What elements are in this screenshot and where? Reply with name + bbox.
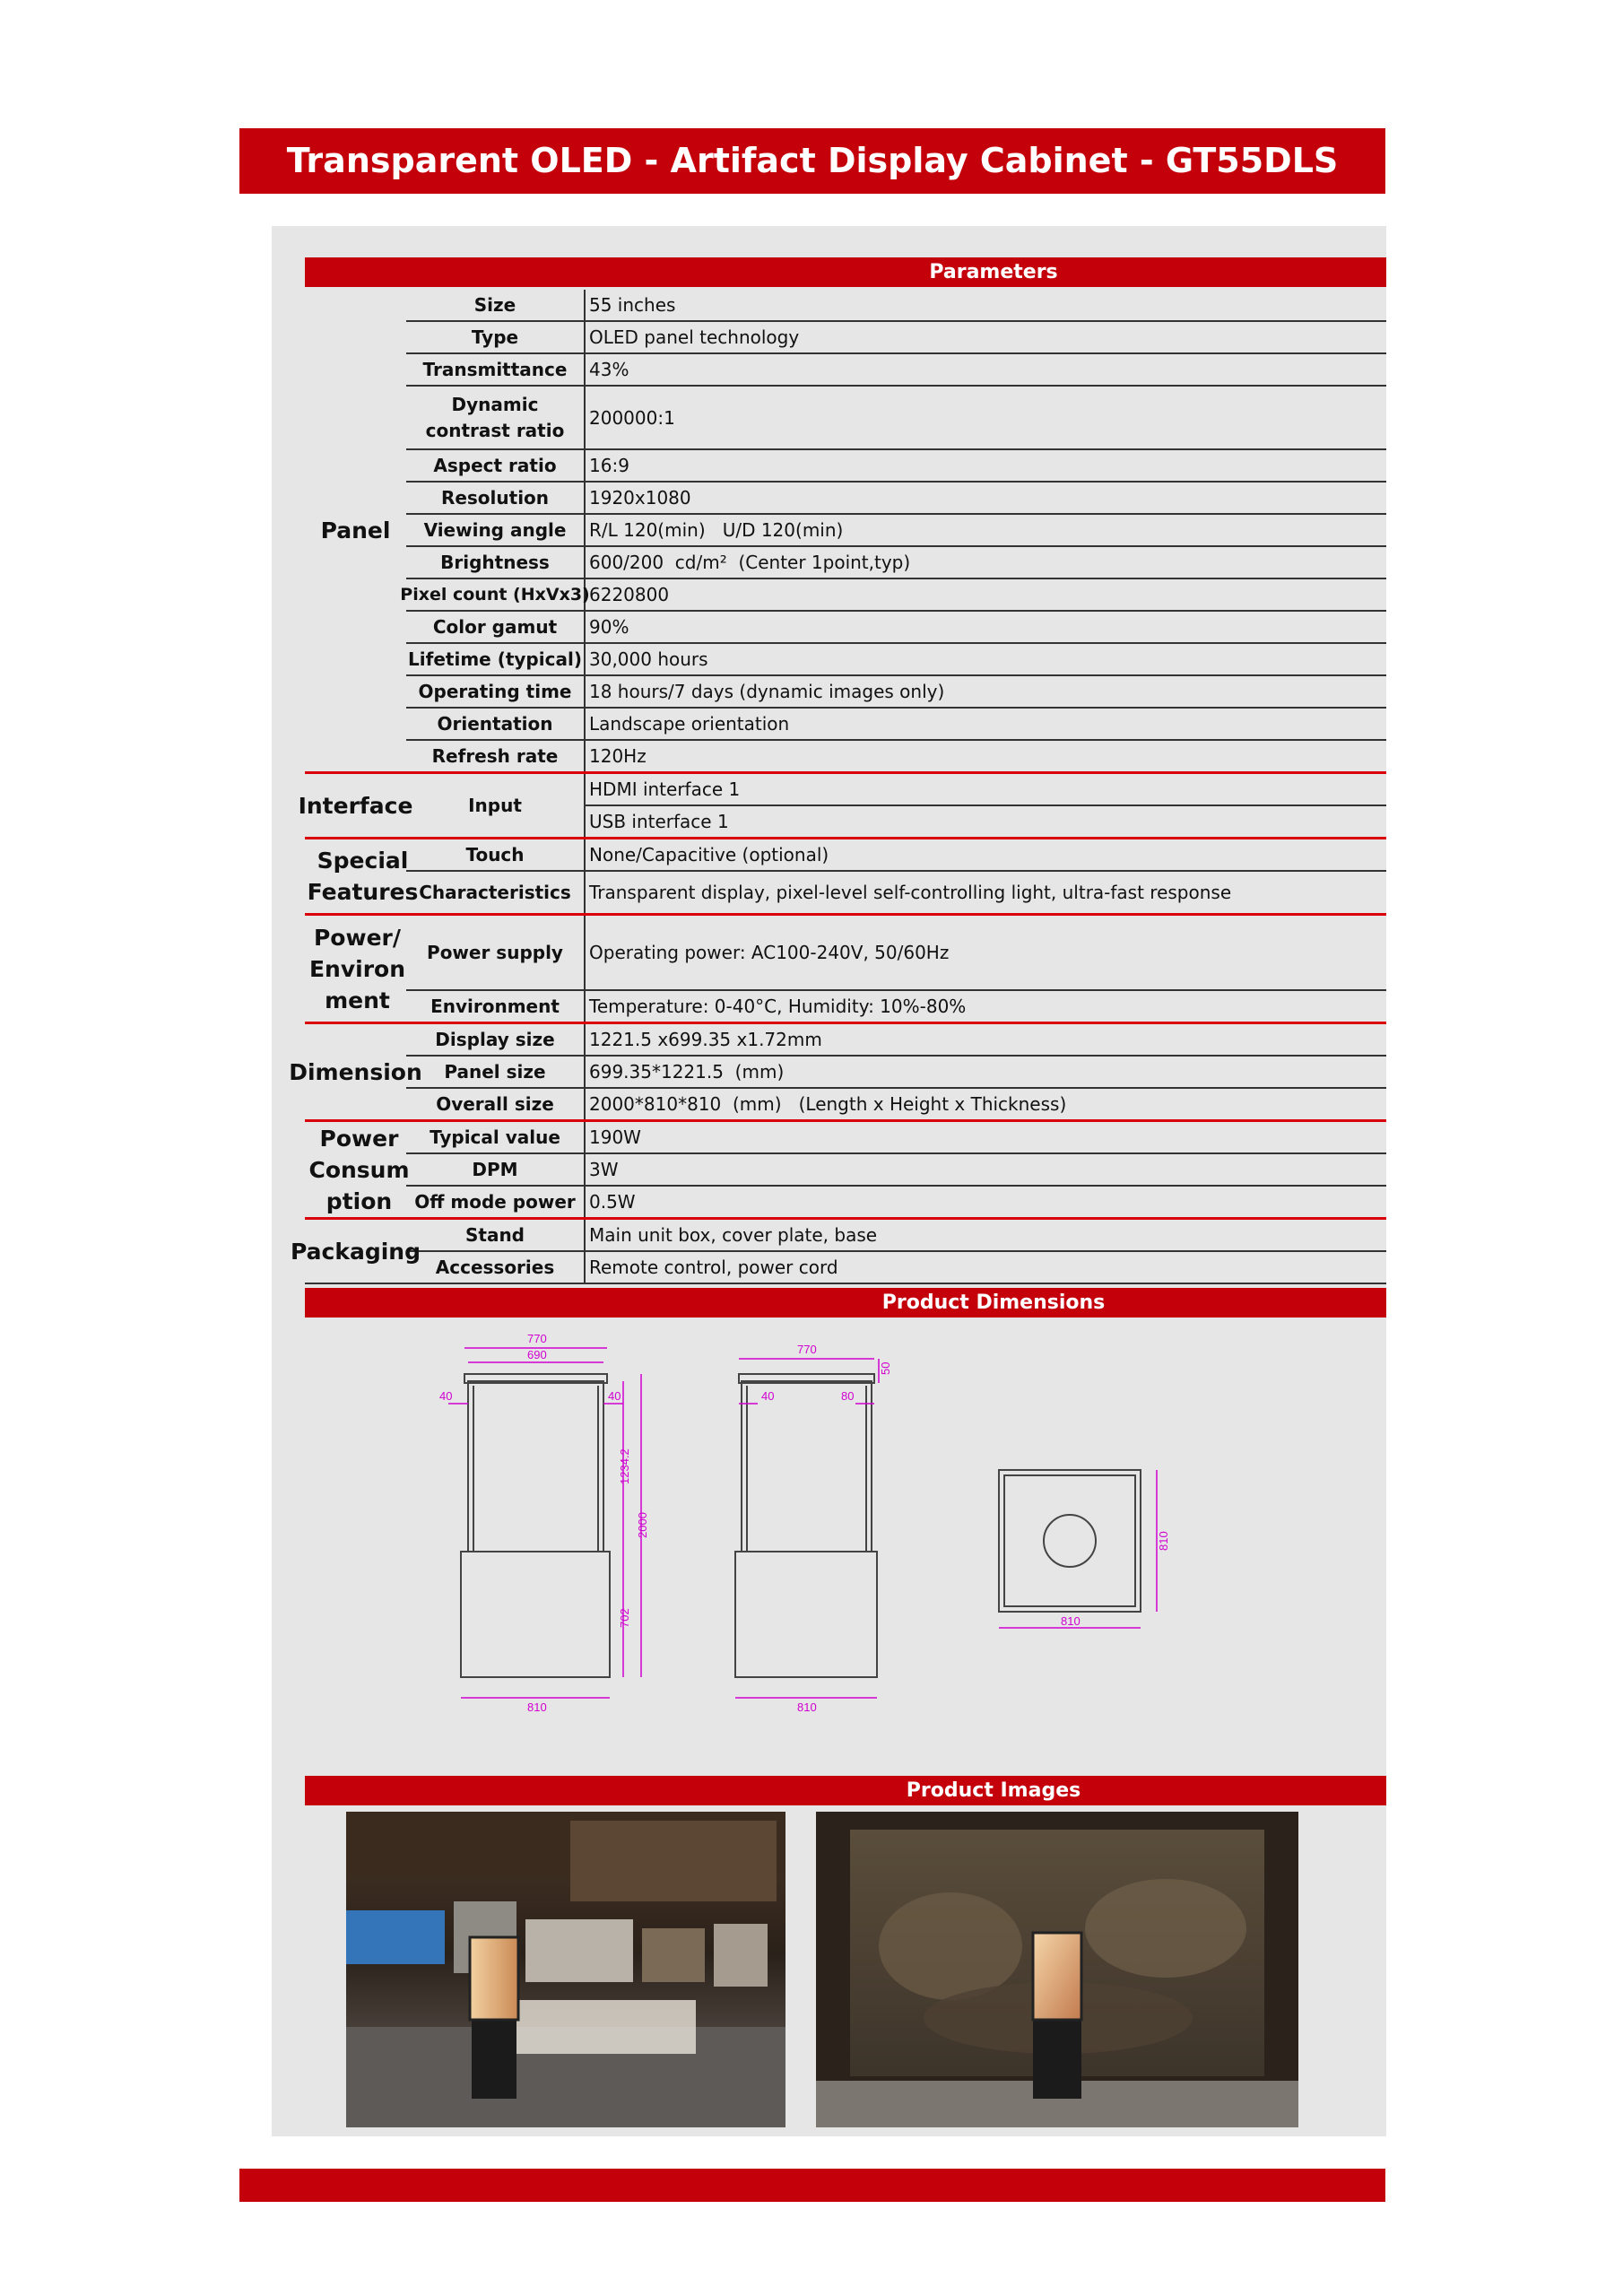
spec-row-contrast <box>406 387 1386 450</box>
group-power-environment <box>305 916 1386 1024</box>
dim-label: 810 <box>1157 1531 1170 1551</box>
spec-row-viewing-angle <box>406 515 1386 547</box>
spec-label: Panel size <box>406 1057 586 1087</box>
section-images-title: Product Images <box>906 1779 1081 1802</box>
dim-label: 810 <box>527 1700 547 1714</box>
spec-row-input <box>406 774 1386 837</box>
dim-label: 80 <box>841 1389 855 1403</box>
spec-row-transmittance <box>406 354 1386 387</box>
spec-value: USB interface 1 <box>589 811 729 832</box>
spec-label: Brightness <box>406 547 586 578</box>
section-parameters-header <box>305 257 1386 287</box>
front-view-drawing <box>461 1374 610 1677</box>
dim-label: 810 <box>1061 1614 1081 1628</box>
spec-value: Main unit box, cover plate, base <box>589 1224 878 1246</box>
spec-value: 699.35*1221.5 (mm) <box>589 1061 785 1083</box>
spec-label: Characteristics <box>406 872 586 913</box>
spec-row-off-mode <box>406 1187 1386 1217</box>
top-view-drawing <box>999 1470 1141 1612</box>
group-label-panel: Panel <box>320 517 391 544</box>
group-dimension <box>289 1024 1386 1122</box>
spec-row-display-size <box>406 1024 1386 1057</box>
spec-label: Aspect ratio <box>406 450 586 481</box>
spec-row-power-supply <box>406 916 1386 991</box>
spec-label: Touch <box>406 839 586 870</box>
spec-value: 6220800 <box>589 584 670 605</box>
spec-value: 16:9 <box>589 455 629 476</box>
spec-row-dpm <box>406 1154 1386 1187</box>
group-panel <box>305 290 1386 774</box>
spec-label: Environment <box>406 991 586 1022</box>
spec-label: Refresh rate <box>406 741 586 771</box>
spec-row-panel-size <box>406 1057 1386 1089</box>
spec-row-type <box>406 322 1386 354</box>
spec-label: Resolution <box>406 483 586 513</box>
spec-row-overall-size <box>406 1089 1386 1119</box>
dim-label: 690 <box>527 1348 547 1361</box>
group-packaging <box>291 1220 1386 1284</box>
dim-label: 810 <box>797 1700 817 1714</box>
spec-value: Temperature: 0-40°C, Humidity: 10%-80% <box>589 996 967 1017</box>
product-photo-relief-wall <box>816 1812 1298 2127</box>
spec-value: 1221.5 x699.35 x1.72mm <box>589 1029 822 1050</box>
spec-label: Accessories <box>406 1252 586 1283</box>
front-view-dimension-text <box>439 1332 649 1714</box>
dim-label: 50 <box>879 1361 892 1375</box>
group-power-consumption <box>305 1122 1386 1220</box>
dim-label: 1234.2 <box>618 1448 631 1484</box>
page-title: Transparent OLED - Artifact Display Cabinet - GT55DLS <box>239 128 1385 194</box>
dim-label: 40 <box>761 1389 775 1403</box>
spec-row-environment <box>406 991 1386 1022</box>
spec-value: None/Capacitive (optional) <box>589 844 829 865</box>
spec-value: 43% <box>589 359 629 380</box>
spec-label: DPM <box>406 1154 586 1185</box>
spec-value: OLED panel technology <box>589 326 800 348</box>
dim-label: 2000 <box>636 1512 649 1538</box>
spec-value: 190W <box>589 1126 641 1148</box>
dim-label: 770 <box>797 1343 817 1356</box>
spec-row-operating-time <box>406 676 1386 709</box>
spec-label: Typical value <box>406 1122 586 1152</box>
spec-row-refresh-rate <box>406 741 1386 771</box>
side-view-dimension-text <box>761 1343 892 1714</box>
dim-label: 770 <box>527 1332 547 1345</box>
spec-label: Lifetime (typical) <box>406 644 586 674</box>
spec-row-typical-value <box>406 1122 1386 1154</box>
spec-row-resolution <box>406 483 1386 515</box>
spec-value: 600/200 cd/m² (Center 1point,typ) <box>589 552 911 573</box>
group-label-dimension: Dimension <box>289 1058 422 1085</box>
spec-value: 1920x1080 <box>589 487 691 509</box>
dim-label: 40 <box>439 1389 453 1403</box>
spec-row-touch <box>406 839 1386 872</box>
spec-row-accessories <box>406 1252 1386 1283</box>
spec-label: Pixel count (HxVx3) <box>406 579 586 610</box>
spec-value: 55 inches <box>589 294 676 316</box>
spec-label: Stand <box>406 1220 586 1250</box>
spec-row-color-gamut <box>406 612 1386 644</box>
spec-row-size <box>406 290 1386 322</box>
spec-row-pixel-count <box>400 579 1386 612</box>
section-parameters-title: Parameters <box>929 261 1058 283</box>
group-label-special: Special Features <box>307 848 419 905</box>
spec-label: Transmittance <box>406 354 586 385</box>
section-dimensions-header <box>305 1288 1386 1318</box>
spec-value: 30,000 hours <box>589 648 708 670</box>
spec-value: HDMI interface 1 <box>586 774 1386 806</box>
footer-bar <box>239 2169 1385 2202</box>
dim-label: 40 <box>608 1389 621 1403</box>
spec-label: Dynamic contrast ratio <box>406 387 586 448</box>
group-label-power-consumption: Power Consumption <box>308 1125 410 1214</box>
spec-value: 18 hours/7 days (dynamic images only) <box>589 681 945 702</box>
side-view-dimension-lines <box>735 1359 879 1698</box>
spec-value: 200000:1 <box>589 406 675 429</box>
spec-value: Operating power: AC100-240V, 50/60Hz <box>589 942 950 963</box>
group-label-interface: Interface <box>298 792 413 819</box>
spec-value: 90% <box>589 616 629 638</box>
spec-row-orientation <box>406 709 1386 741</box>
spec-value: 120Hz <box>589 745 647 767</box>
spec-row-characteristics <box>406 872 1386 913</box>
group-special-features <box>305 839 1386 916</box>
spec-label: Power supply <box>406 916 586 989</box>
spec-row-brightness <box>406 547 1386 579</box>
spec-label: Type <box>406 322 586 352</box>
spec-label: Color gamut <box>406 612 586 642</box>
spec-row-aspect <box>406 450 1386 483</box>
spec-label: Operating time <box>406 676 586 707</box>
spec-table <box>289 290 1386 1318</box>
spec-value: R/L 120(min) U/D 120(min) <box>589 519 844 541</box>
spec-value: 3W <box>589 1159 619 1180</box>
dim-label: 702 <box>618 1608 631 1628</box>
spec-value: Remote control, power cord <box>589 1257 838 1278</box>
spec-label: Orientation <box>406 709 586 739</box>
product-photo-gallery <box>346 1812 785 2127</box>
group-interface <box>298 774 1386 839</box>
spec-value: 0.5W <box>589 1191 636 1213</box>
spec-value: Landscape orientation <box>589 713 790 735</box>
spec-value: 2000*810*810 (mm) (Length x Height x Thickness) <box>589 1093 1067 1115</box>
spec-row-stand <box>406 1220 1386 1252</box>
group-label-power-env: Power/Environment <box>308 924 406 1013</box>
spec-label: Display size <box>406 1024 586 1055</box>
spec-value: Transparent display, pixel-level self-controlling light, ultra-fast response <box>589 882 1232 903</box>
group-label-packaging: Packaging <box>291 1238 421 1265</box>
spec-label: Viewing angle <box>406 515 586 545</box>
dimension-drawings <box>305 1323 1386 1771</box>
section-images-header <box>305 1776 1386 1805</box>
spec-label: Off mode power <box>406 1187 586 1217</box>
side-view-drawing <box>735 1374 877 1677</box>
spec-label: Input <box>406 774 586 837</box>
spec-row-lifetime <box>406 644 1386 676</box>
spec-label: Size <box>406 290 586 320</box>
top-view-dimension-text <box>1061 1531 1170 1628</box>
spec-label: Overall size <box>406 1089 586 1119</box>
top-view-dimension-lines <box>999 1470 1157 1628</box>
section-dimensions-title: Product Dimensions <box>881 1292 1106 1314</box>
